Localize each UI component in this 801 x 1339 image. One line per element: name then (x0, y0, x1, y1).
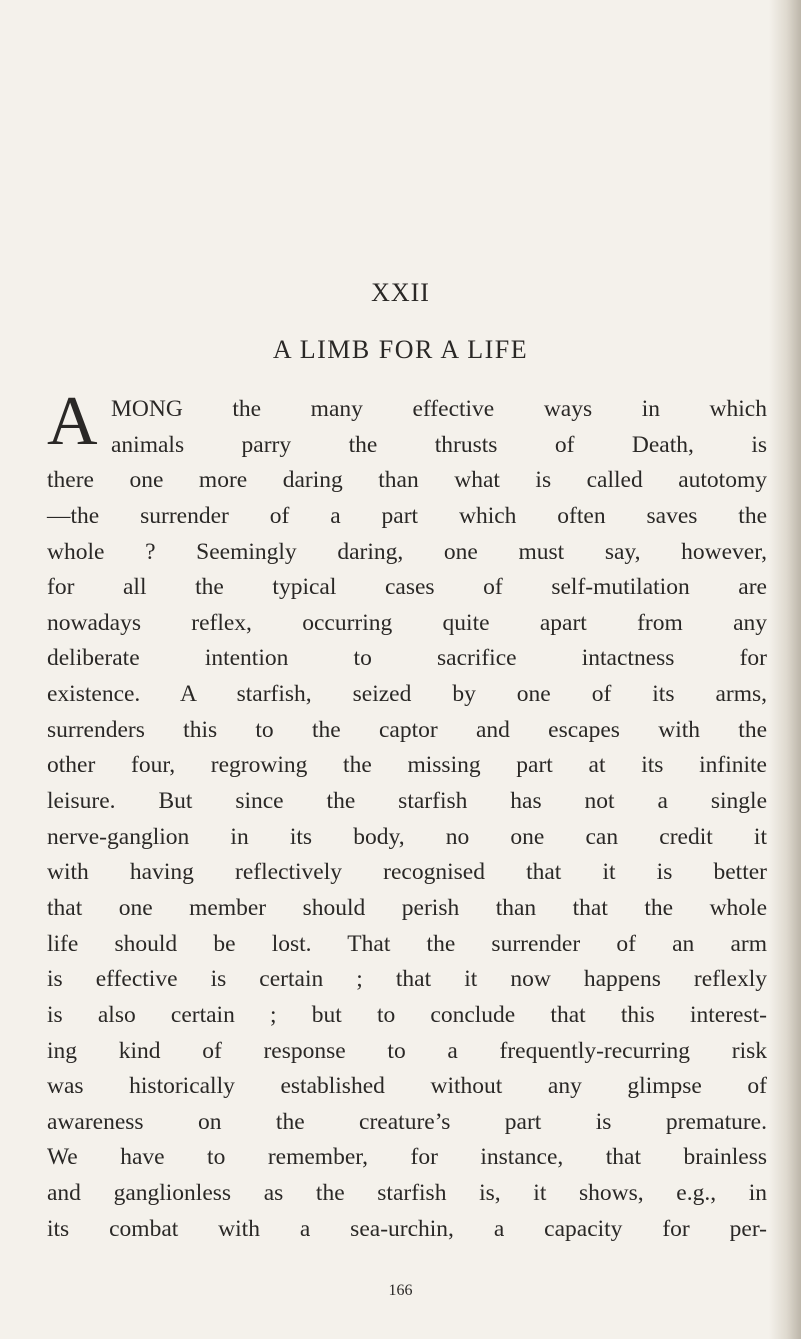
text-line: for all the typical cases of self-mutilation are (47, 574, 767, 601)
text-line: —the surrender of a part which often saves the (47, 502, 767, 529)
text-line: its combat with a sea-urchin, a capacity for per- (47, 1215, 767, 1242)
text-line: there one more daring than what is called autotomy (47, 467, 767, 494)
text-line: other four, regrowing the missing part at its infinite (47, 752, 767, 779)
text-line: was historically established without any glimpse of (47, 1073, 767, 1100)
text-line: surrenders this to the captor and escapes with the (47, 716, 767, 743)
chapter-title: A LIMB FOR A LIFE (272, 335, 529, 364)
text-line: awareness on the creature’s part is premature. (47, 1108, 767, 1135)
text-line: nerve-ganglion in its body, no one can credit it (47, 823, 767, 850)
chapter-number: XXII (371, 278, 430, 307)
drop-cap: A (47, 383, 98, 460)
body-paragraph (47, 392, 767, 1247)
text-line: nowadays reflex, occurring quite apart from any (47, 609, 767, 636)
text-line: life should be lost. That the surrender of an arm (47, 930, 767, 957)
text-line: and ganglionless as the starfish is, it shows, e.g., in (47, 1180, 767, 1207)
text-line: MONG the many effective ways in which (111, 396, 767, 422)
text-line: with having reflectively recognised that it is better (47, 859, 767, 886)
page-number: 166 (388, 1282, 413, 1299)
text-line: that one member should perish than that the whole (47, 894, 767, 921)
text-line: deliberate intention to sacrifice intactness for (47, 645, 767, 672)
text-line: leisure. But since the starfish has not a single (47, 788, 767, 815)
text-line: whole ? Seemingly daring, one must say, however, (47, 538, 767, 565)
text-line: is also certain ; but to conclude that this interest- (47, 1001, 767, 1028)
text-line: existence. A starfish, seized by one of its arms, (47, 681, 767, 708)
text-line: is effective is certain ; that it now happens reflexly (47, 966, 767, 993)
text-line: animals parry the thrusts of Death, is (111, 431, 767, 458)
page-edge-shadow (769, 0, 801, 1339)
text-line: ing kind of response to a frequently-recurring risk (47, 1037, 767, 1064)
text-line: We have to remember, for instance, that brainless (47, 1144, 767, 1171)
